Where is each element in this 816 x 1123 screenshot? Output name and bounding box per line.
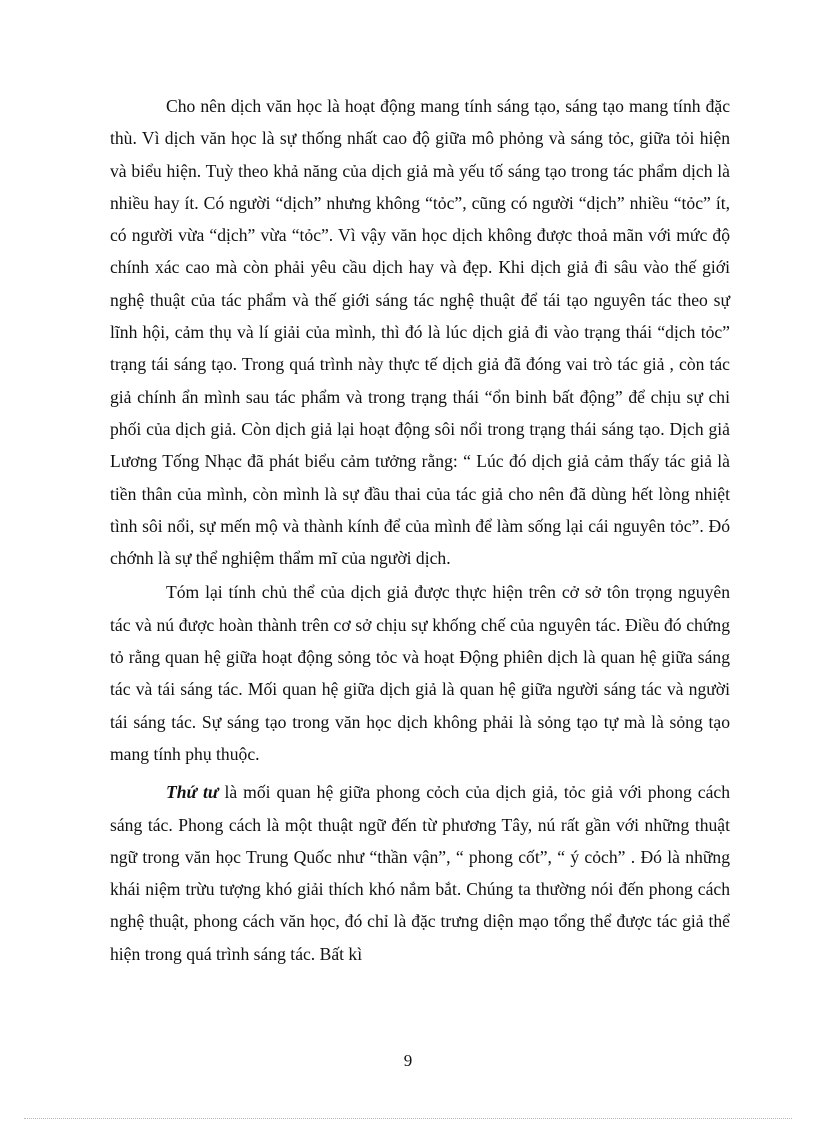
paragraph-2 bbox=[110, 576, 730, 770]
paragraph-1 bbox=[110, 90, 730, 574]
paragraph-3-lead: Thứ tư bbox=[166, 782, 219, 803]
paragraph-3 bbox=[110, 776, 730, 970]
paragraph-1-text: Cho nên dịch văn học là hoạt động mang tính sáng tạo, sáng tạo mang tính đặc thù. Vì dịch văn học là sự thống nhất cao độ giữa mô phỏng và sáng tỏc, giữa tỏi hiện và biểu hiện. Tuỳ theo khả năng của dịch giả mà yếu tố sáng tạo trong tác phẩm dịch là nhiều hay ít. Có người “dịch” nhưng không “tỏc”, cũng có người “dịch” nhiều “tỏc” ít, có người vừa “dịch” vừa “tỏc”. Vì vậy văn học dịch không được thoả mãn với mức độ chính xác cao mà còn phải yêu cầu dịch hay và đẹp. Khi dịch giả đi sâu vào thế giới nghệ thuật của tác phẩm và thế giới sáng tác nghệ thuật để tái tạo nguyên tác theo sự lĩnh hội, cảm thụ và lí giải của mình, thì đó là lúc dịch giả đi vào trạng thái “dịch tỏc” trạng tái sáng tạo. Trong quá trình này thực tế dịch giả đã đóng vai trò tác giả , còn tác giả chính ẩn mình sau tác phẩm và trong trạng thái “ổn binh bất động” để chịu sự chi phối của dịch giả. Còn dịch giả lại hoạt động sôi nổi trong trạng thái sáng tạo. Dịch giả Lương Tống Nhạc đã phát biểu cảm tưởng rằng: “ Lúc đó dịch giả cảm thấy tác giả là tiền thân của mình, còn mình là sự đầu thai của tác giả cho nên đã dùng hết lòng nhiệt tình sôi nổi, sự mến mộ và thành kính để của mình để làm sống lại cái nguyên tỏc”. Đó chớnh là sự thể nghiệm thẩm mĩ của người dịch. bbox=[110, 96, 730, 569]
paragraph-2-text: Tóm lại tính chủ thể của dịch giả được thực hiện trên cở sở tôn trọng nguyên tác và nú được hoàn thành trên cơ sở chịu sự khống chế của nguyên tác. Điều đó chứng tỏ rằng quan hệ giữa hoạt động sỏng tỏc và hoạt Động phiên dịch là quan hệ giữa sáng tác và tái sáng tác. Mối quan hệ giữa dịch giả là quan hệ giữa người sáng tác và người tái sáng tác. Sự sáng tạo trong văn học dịch không phải là sỏng tạo tự mà là sỏng tạo mang tính phụ thuộc. bbox=[110, 582, 730, 764]
paragraph-3-text: là mối quan hệ giữa phong cỏch của dịch giả, tỏc giả với phong cách sáng tác. Phong cách là một thuật ngữ đến từ phương Tây, nú rất gần với những thuật ngữ trong văn học Trung Quốc như “thần vận”, “ phong cốt”, “ ý cỏch” . Đó là những khái niệm trừu tượng khó giải thích khó nắm bắt. Chúng ta thường nói đến phong cách nghệ thuật, phong cách văn học, đó chỉ là đặc trưng diện mạo tổng thể được tác giả thể hiện trong quá trình sáng tác. Bất kì bbox=[110, 782, 730, 964]
bottom-divider bbox=[24, 1118, 792, 1119]
page-number: 9 bbox=[403, 1051, 413, 1070]
document-body bbox=[110, 90, 730, 970]
